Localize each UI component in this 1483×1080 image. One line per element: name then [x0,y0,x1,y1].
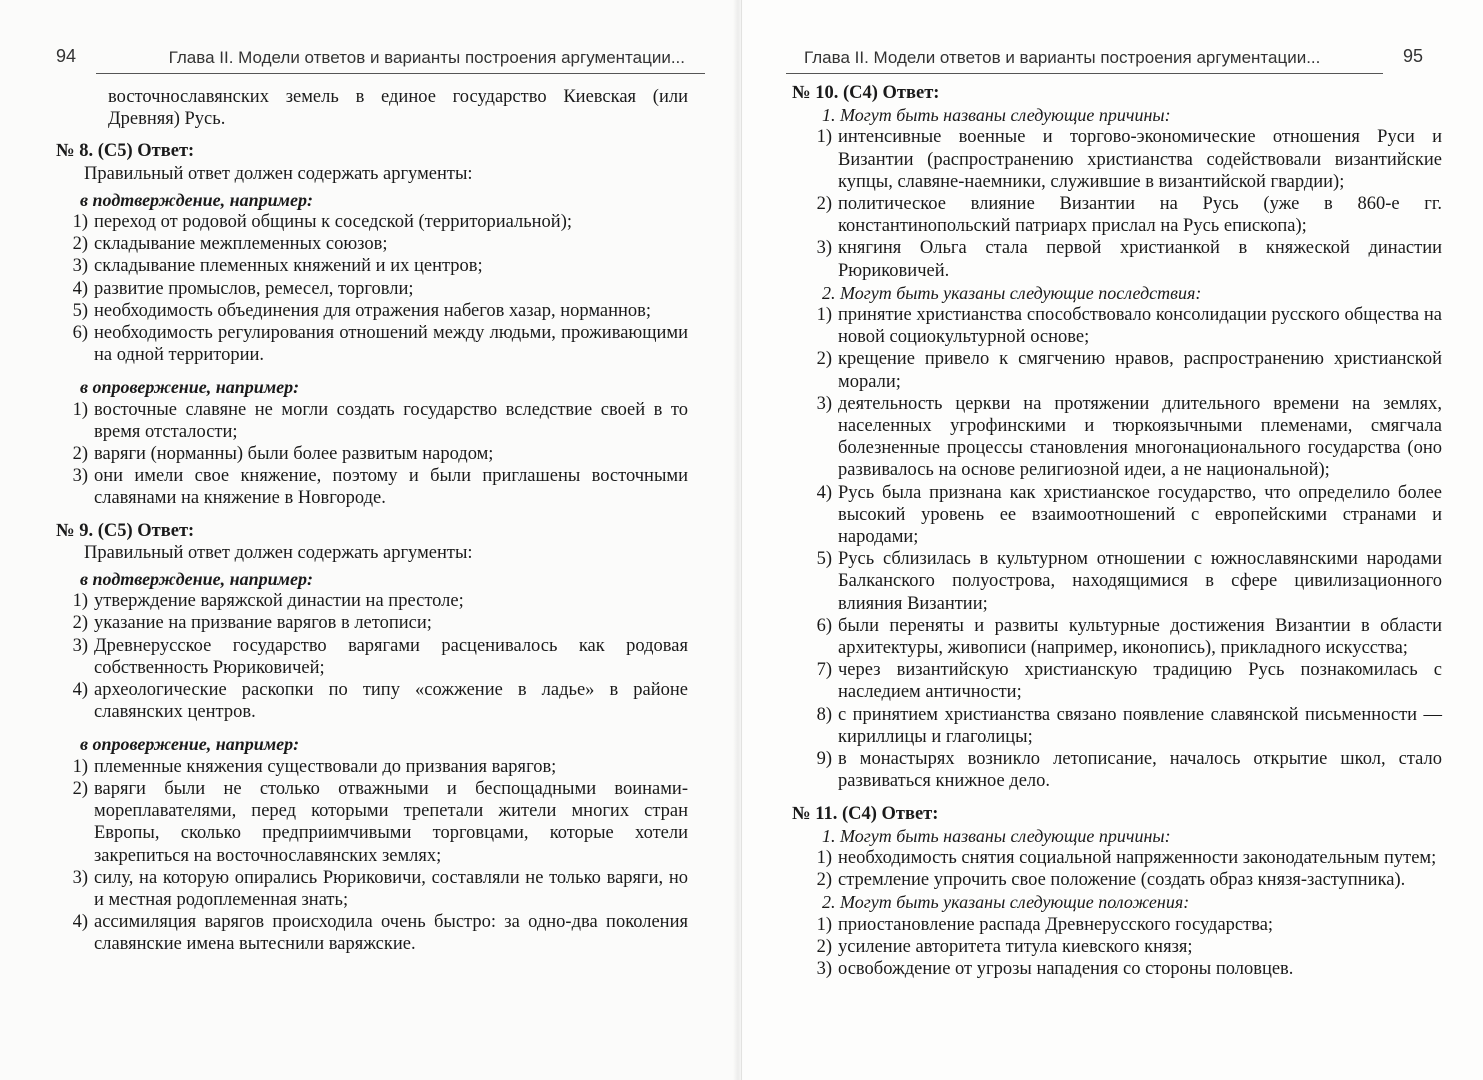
item-text: необходимость снятия социальной напряженности законодательным путем; [838,847,1437,868]
list-item [792,193,1442,237]
item-number: 4) [72,278,88,299]
item-number: 5) [816,549,832,570]
item-text: археологические раскопки по типу «сожжение в ладье» в районе славянских центров. [94,680,688,723]
list-item [792,348,1442,392]
list-item [48,300,688,322]
item-text: необходимость регулирования отношений между людьми, проживающими на одной территории. [94,323,688,366]
right-header-title: Глава II. Модели ответов и варианты построения аргументации... [804,48,1321,67]
list-item [48,322,688,366]
book-gutter-shadow [733,0,743,1080]
item-number: 1) [816,305,832,326]
item-number: 3) [72,867,88,888]
q11-heading: № 11. (С4) Ответ: [792,803,939,824]
list-item [48,465,688,509]
item-text: переход от родовой общины к соседской (территориальной); [94,212,573,233]
list-item [792,914,1442,936]
item-number: 7) [816,660,832,681]
list-item [48,255,688,277]
list-item [48,590,688,612]
q10-effects-label: 2. Могут быть указаны следующие последствия: [822,282,1202,303]
list-item [792,847,1442,869]
list-item [792,958,1442,980]
item-text: варяги (норманны) были более развитым народом; [94,444,494,465]
item-text: они имели свое княжение, поэтому и были приглашены восточными славянами на княжение в Новгороде. [94,466,688,509]
item-number: 2) [816,194,832,215]
item-text: принятие христианства способствовало консолидации русского общества на новой социокультурной основе; [838,305,1442,348]
item-number: 3) [72,635,88,656]
list-item [48,867,688,911]
item-text: с принятием христианства связано появление славянской письменности — кириллицы и глаголицы; [838,704,1442,747]
q8-intro: Правильный ответ должен содержать аргументы: [84,163,473,184]
list-item [792,548,1442,615]
item-number: 2) [72,234,88,255]
list-item [48,679,688,723]
list-item [48,911,688,955]
item-number: 1) [72,756,88,777]
q11-points-list [792,914,1442,981]
item-number: 2) [72,444,88,465]
q8-refute-label: в опровержение, например: [80,377,300,398]
item-text: приостановление распада Древнерусского государства; [838,914,1274,935]
item-text: усиление авторитета титула киевского князя; [838,936,1193,957]
q8-heading: № 8. (С5) Ответ: [56,141,195,162]
q10-causes-list [792,126,1442,281]
list-item [792,659,1442,703]
q8-support-label: в подтверждение, например: [80,189,313,210]
item-number: 2) [72,613,88,634]
item-text: варяги были не столько отважными и беспощадными воинами-мореплавателями, перед которыми трепетали жители многих стран Европы, сколько предприимчивыми торговцами, которые хотели закрепиться на восточнославянских землях; [94,778,688,866]
item-text: княгиня Ольга стала первой христианкой в княжеской династии Рюриковичей. [838,238,1442,281]
item-text: стремление упрочить свое положение (создать образ князя-заступника). [838,870,1406,891]
item-number: 3) [816,958,832,979]
item-text: крещение привело к смягчению нравов, распространению христианской морали; [838,349,1442,392]
list-item [48,635,688,679]
q9-intro: Правильный ответ должен содержать аргументы: [84,542,473,563]
list-item [792,304,1442,348]
q9-heading: № 9. (С5) Ответ: [56,520,195,541]
item-text: указание на призвание варягов в летописи; [94,613,432,634]
item-number: 3) [816,238,832,259]
item-number: 4) [72,680,88,701]
list-item [48,756,688,778]
left-header-rule [96,73,705,74]
list-item [792,869,1442,891]
item-number: 2) [816,936,832,957]
item-number: 8) [816,704,832,725]
item-text: были переняты и развиты культурные достижения Византии в области архитектуры, живописи (например, иконопись), прикладного искусства; [838,615,1442,659]
list-item [48,211,688,233]
item-text: деятельность церкви на протяжении длительного времени на землях, населенных угрофинскими и тюркоязычными племенами, смягчала болезненные процессы становления многонационального государства (оно развивалось на основе религиозной идеи, а не национальной); [838,393,1442,481]
item-number: 3) [72,256,88,277]
item-number: 1) [72,212,88,233]
q10-effects-list [792,304,1442,792]
q8-refute-list [48,399,688,510]
item-number: 6) [72,323,88,344]
list-item [792,393,1442,482]
right-page [742,0,1483,1080]
item-text: Древнерусское государство варягами расценивалось как родовая собственность Рюриковичей; [94,635,688,678]
left-header-title: Глава II. Модели ответов и варианты построения аргументации... [168,48,685,67]
item-number: 1) [72,591,88,612]
left-page-header [36,42,705,74]
item-text: Русь сблизилась в культурном отношении с южнославянскими народами Балканского полуострова, находящимися в сфере цивилизационного влияния Византии; [838,549,1442,614]
item-number: 2) [816,870,832,891]
item-text: складывание межплеменных союзов; [94,234,388,255]
list-item [792,704,1442,748]
q9-support-label: в подтверждение, например: [80,569,313,590]
list-item [792,748,1442,792]
q9-refute-list [48,756,688,956]
list-item [792,482,1442,549]
q10-causes-label: 1. Могут быть названы следующие причины: [822,105,1171,126]
item-number: 4) [816,482,832,503]
list-item [48,778,688,867]
item-number: 3) [816,393,832,414]
item-text: развитие промыслов, ремесел, торговли; [94,278,414,299]
item-number: 3) [72,466,88,487]
item-text: в монастырях возникло летописание, началось открытие школ, стало развиваться книжное дело. [838,749,1442,792]
item-number: 4) [72,912,88,933]
item-text: ассимиляция варягов происходила очень быстро: за одно-два поколения славянские имена вытеснили варяжские. [94,912,688,955]
item-number: 6) [816,615,832,636]
list-item [48,612,688,634]
item-text: племенные княжения существовали до призвания варягов; [94,756,557,777]
item-text: Русь была признана как христианское государство, что определило более высокий уровень ее взаимоотношений с европейскими странами и народами; [838,482,1442,548]
item-number: 1) [816,127,832,148]
item-number: 1) [72,399,88,420]
right-page-body [792,82,1442,980]
item-text: силу, на которую опирались Рюриковичи, составляли не только варяги, но и местная родоплеменная знать; [94,867,688,910]
item-number: 5) [72,300,88,321]
list-item [792,237,1442,281]
continuation-text: восточнославянских земель в единое государство Киевская (или Древняя) Русь. [108,87,688,130]
list-item [792,615,1442,659]
q11-causes-list [792,847,1442,891]
item-text: освобождение от угрозы нападения со стороны половцев. [838,958,1294,979]
list-item [48,233,688,255]
q8-support-list [48,211,688,366]
q9-support-list [48,590,688,723]
item-number: 1) [816,847,832,868]
item-text: интенсивные военные и торгово-экономические отношения Руси и Византии (распространению христианства содействовали византийские купцы, славяне-наемники, служившие в византийской гвардии); [838,127,1442,192]
q10-heading: № 10. (С4) Ответ: [792,83,940,103]
list-item [48,399,688,443]
item-number: 2) [72,778,88,799]
item-number: 2) [816,349,832,370]
item-text: необходимость объединения для отражения набегов хазар, норманнов; [94,300,652,321]
item-text: складывание племенных княжений и их центров; [94,256,483,277]
item-number: 9) [816,749,832,770]
list-item [792,126,1442,193]
q9-refute-label: в опровержение, например: [80,734,300,755]
list-item [48,443,688,465]
right-header-rule [786,73,1383,74]
list-item [48,278,688,300]
item-number: 1) [816,914,832,935]
q11-causes-label: 1. Могут быть названы следующие причины: [822,825,1171,846]
item-text: через византийскую христианскую традицию Русь познакомилась с наследием античности; [838,660,1442,703]
right-page-header [786,42,1443,74]
q11-points-label: 2. Могут быть указаны следующие положения: [822,892,1190,913]
left-page-body [48,86,688,956]
right-page-number: 95 [1402,46,1423,66]
item-text: восточные славяне не могли создать государство вследствие своей в то время отсталости; [94,399,688,442]
list-item [792,936,1442,958]
item-text: утверждение варяжской династии на престоле; [94,591,464,612]
item-text: политическое влияние Византии на Русь (уже в 860-е гг. константинопольский патриарх прислал на Русь епископа); [838,194,1442,237]
left-page-number: 94 [56,46,77,66]
